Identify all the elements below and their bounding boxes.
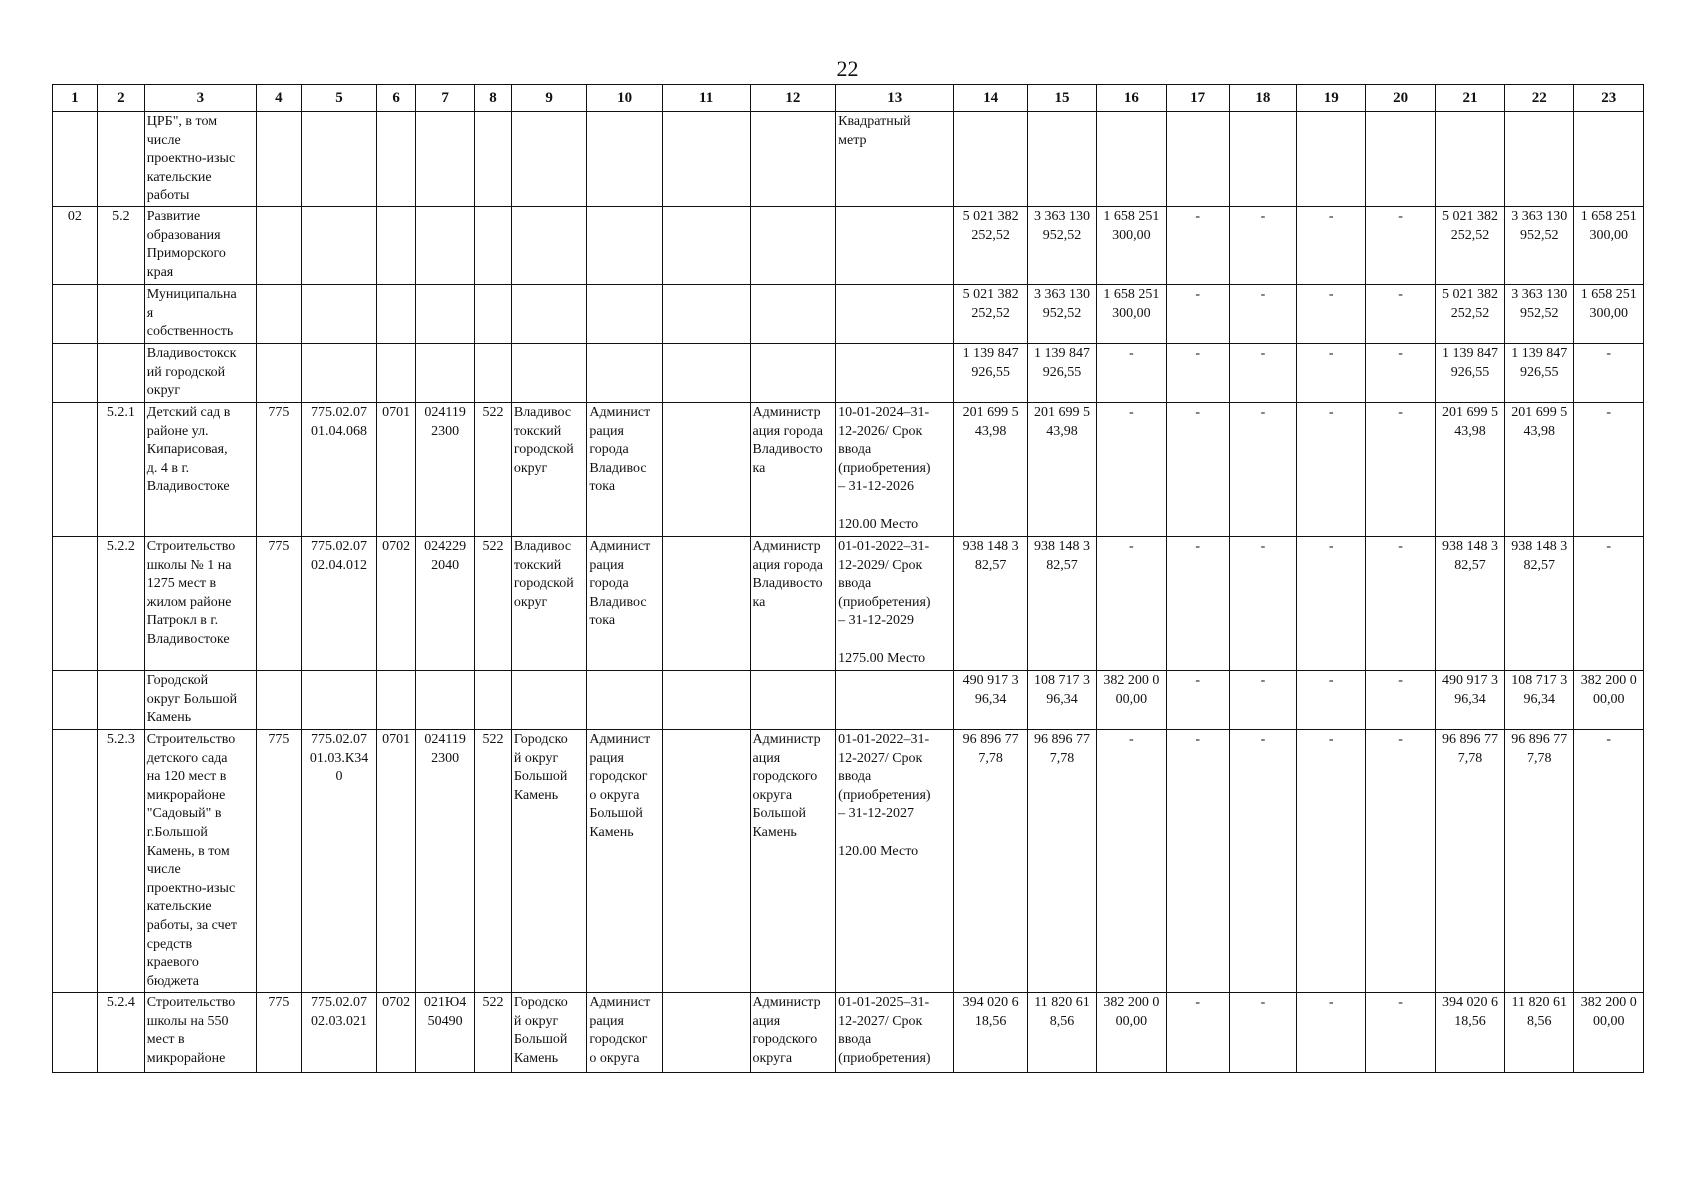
cell-col-11 <box>662 112 750 207</box>
cell-col-7: 024119 2300 <box>416 729 475 992</box>
cell-col-14: 201 699 5 43,98 <box>954 402 1027 536</box>
column-header-17: 17 <box>1166 85 1229 112</box>
cell-col-23: - <box>1574 729 1644 992</box>
cell-col-20: - <box>1366 992 1435 1072</box>
cell-col-22: 3 363 130 952,52 <box>1505 206 1574 284</box>
cell-col-10: Админист рация городског о округа Большой Камень <box>587 729 662 992</box>
cell-col-18: - <box>1229 206 1296 284</box>
cell-col-5 <box>301 343 376 402</box>
cell-col-3: Развитие образования Приморского края <box>144 206 256 284</box>
cell-col-4 <box>256 206 301 284</box>
cell-col-22: 108 717 3 96,34 <box>1505 670 1574 729</box>
cell-col-13: Квадратный метр <box>836 112 954 207</box>
table-row <box>53 992 1644 1072</box>
cell-col-15: 96 896 77 7,78 <box>1027 729 1096 992</box>
cell-col-12 <box>750 206 836 284</box>
cell-col-6 <box>377 670 416 729</box>
cell-col-16: 382 200 0 00,00 <box>1097 670 1166 729</box>
cell-col-19: - <box>1297 536 1366 670</box>
cell-col-22 <box>1505 112 1574 207</box>
cell-col-7: 021Ю4 50490 <box>416 992 475 1072</box>
cell-col-21: 490 917 3 96,34 <box>1435 670 1504 729</box>
cell-col-10 <box>587 112 662 207</box>
column-header-10: 10 <box>587 85 662 112</box>
cell-col-9 <box>511 284 586 343</box>
cell-col-16: - <box>1097 536 1166 670</box>
cell-col-11 <box>662 402 750 536</box>
cell-col-20 <box>1366 112 1435 207</box>
cell-col-7 <box>416 284 475 343</box>
cell-col-6 <box>377 112 416 207</box>
cell-col-8 <box>475 670 512 729</box>
cell-col-9 <box>511 112 586 207</box>
table-row <box>53 402 1644 536</box>
cell-col-16: - <box>1097 402 1166 536</box>
column-header-19: 19 <box>1297 85 1366 112</box>
cell-col-11 <box>662 536 750 670</box>
cell-col-8: 522 <box>475 992 512 1072</box>
cell-col-15: 938 148 3 82,57 <box>1027 536 1096 670</box>
cell-col-5: 775.02.07 01.03.К34 0 <box>301 729 376 992</box>
cell-col-21: 394 020 6 18,56 <box>1435 992 1504 1072</box>
cell-col-21: 96 896 77 7,78 <box>1435 729 1504 992</box>
cell-col-23: 1 658 251 300,00 <box>1574 206 1644 284</box>
cell-col-5: 775.02.07 02.04.012 <box>301 536 376 670</box>
column-header-11: 11 <box>662 85 750 112</box>
cell-col-5: 775.02.07 01.04.068 <box>301 402 376 536</box>
cell-col-22: 201 699 5 43,98 <box>1505 402 1574 536</box>
cell-col-14: 96 896 77 7,78 <box>954 729 1027 992</box>
cell-col-14 <box>954 112 1027 207</box>
table-row <box>53 284 1644 343</box>
cell-col-9 <box>511 670 586 729</box>
cell-col-4 <box>256 670 301 729</box>
column-header-12: 12 <box>750 85 836 112</box>
cell-col-13: 01-01-2022–31- 12-2029/ Срок ввода (приобретения) – 31-12-2029 1275.00 Место <box>836 536 954 670</box>
cell-col-2: 5.2.4 <box>97 992 144 1072</box>
cell-col-6: 0701 <box>377 729 416 992</box>
cell-col-18: - <box>1229 992 1296 1072</box>
cell-col-13 <box>836 670 954 729</box>
cell-col-9: Городско й округ Большой Камень <box>511 992 586 1072</box>
cell-col-4 <box>256 284 301 343</box>
cell-col-22: 11 820 61 8,56 <box>1505 992 1574 1072</box>
cell-col-19: - <box>1297 992 1366 1072</box>
cell-col-1 <box>53 112 98 207</box>
cell-col-2: 5.2.2 <box>97 536 144 670</box>
cell-col-7 <box>416 206 475 284</box>
column-header-14: 14 <box>954 85 1027 112</box>
cell-col-2 <box>97 343 144 402</box>
cell-col-7: 024229 2040 <box>416 536 475 670</box>
cell-col-1: 02 <box>53 206 98 284</box>
cell-col-17: - <box>1166 343 1229 402</box>
cell-col-1 <box>53 284 98 343</box>
cell-col-10: Админист рация города Владивос тока <box>587 402 662 536</box>
cell-col-19: - <box>1297 402 1366 536</box>
cell-col-15: 3 363 130 952,52 <box>1027 206 1096 284</box>
cell-col-8 <box>475 112 512 207</box>
cell-col-22: 938 148 3 82,57 <box>1505 536 1574 670</box>
cell-col-11 <box>662 729 750 992</box>
table-row <box>53 112 1644 207</box>
cell-col-4 <box>256 343 301 402</box>
cell-col-7 <box>416 343 475 402</box>
cell-col-5 <box>301 112 376 207</box>
cell-col-18: - <box>1229 670 1296 729</box>
cell-col-19: - <box>1297 343 1366 402</box>
cell-col-3: Строительство детского сада на 120 мест в микрорайоне "Садовый" в г.Большой Камень, в том числе проектно-изыс кательские работы, за счет средств краевого бюджета <box>144 729 256 992</box>
cell-col-6: 0701 <box>377 402 416 536</box>
cell-col-12 <box>750 112 836 207</box>
cell-col-15: 11 820 61 8,56 <box>1027 992 1096 1072</box>
column-header-8: 8 <box>475 85 512 112</box>
cell-col-8 <box>475 343 512 402</box>
cell-col-12: Администр ация городского округа Большой Камень <box>750 729 836 992</box>
cell-col-6 <box>377 206 416 284</box>
cell-col-22: 1 139 847 926,55 <box>1505 343 1574 402</box>
cell-col-11 <box>662 992 750 1072</box>
cell-col-23: 382 200 0 00,00 <box>1574 670 1644 729</box>
column-header-21: 21 <box>1435 85 1504 112</box>
table-row <box>53 343 1644 402</box>
cell-col-17: - <box>1166 670 1229 729</box>
column-header-15: 15 <box>1027 85 1096 112</box>
cell-col-15: 3 363 130 952,52 <box>1027 284 1096 343</box>
cell-col-9: Городско й округ Большой Камень <box>511 729 586 992</box>
cell-col-18 <box>1229 112 1296 207</box>
cell-col-2: 5.2 <box>97 206 144 284</box>
column-header-4: 4 <box>256 85 301 112</box>
column-header-7: 7 <box>416 85 475 112</box>
cell-col-13 <box>836 284 954 343</box>
cell-col-5 <box>301 284 376 343</box>
cell-col-11 <box>662 284 750 343</box>
cell-col-15 <box>1027 112 1096 207</box>
cell-col-6: 0702 <box>377 536 416 670</box>
cell-col-6 <box>377 343 416 402</box>
cell-col-15: 1 139 847 926,55 <box>1027 343 1096 402</box>
cell-col-12 <box>750 670 836 729</box>
cell-col-20: - <box>1366 284 1435 343</box>
table-row <box>53 670 1644 729</box>
cell-col-17: - <box>1166 284 1229 343</box>
cell-col-3: Строительство школы на 550 мест в микрорайоне <box>144 992 256 1072</box>
cell-col-19: - <box>1297 670 1366 729</box>
cell-col-17: - <box>1166 729 1229 992</box>
cell-col-14: 490 917 3 96,34 <box>954 670 1027 729</box>
cell-col-8: 522 <box>475 402 512 536</box>
cell-col-12: Администр ация города Владивосто ка <box>750 536 836 670</box>
cell-col-19: - <box>1297 284 1366 343</box>
cell-col-17: - <box>1166 536 1229 670</box>
cell-col-13: 01-01-2025–31- 12-2027/ Срок ввода (приобретения) <box>836 992 954 1072</box>
cell-col-9: Владивос токский городской округ <box>511 402 586 536</box>
cell-col-4: 775 <box>256 536 301 670</box>
cell-col-1 <box>53 992 98 1072</box>
cell-col-16: 382 200 0 00,00 <box>1097 992 1166 1072</box>
cell-col-3: Владивостокск ий городской округ <box>144 343 256 402</box>
cell-col-16: - <box>1097 729 1166 992</box>
column-header-18: 18 <box>1229 85 1296 112</box>
cell-col-3: ЦРБ", в том числе проектно-изыс кательские работы <box>144 112 256 207</box>
cell-col-21: 5 021 382 252,52 <box>1435 284 1504 343</box>
cell-col-12 <box>750 343 836 402</box>
column-header-1: 1 <box>53 85 98 112</box>
column-header-23: 23 <box>1574 85 1644 112</box>
cell-col-8: 522 <box>475 536 512 670</box>
cell-col-13: 10-01-2024–31- 12-2026/ Срок ввода (приобретения) – 31-12-2026 120.00 Место <box>836 402 954 536</box>
cell-col-22: 96 896 77 7,78 <box>1505 729 1574 992</box>
cell-col-16 <box>1097 112 1166 207</box>
cell-col-1 <box>53 729 98 992</box>
cell-col-10 <box>587 343 662 402</box>
cell-col-14: 5 021 382 252,52 <box>954 284 1027 343</box>
column-header-6: 6 <box>377 85 416 112</box>
cell-col-6 <box>377 284 416 343</box>
page-number: 22 <box>836 56 859 81</box>
column-header-22: 22 <box>1505 85 1574 112</box>
cell-col-4: 775 <box>256 729 301 992</box>
cell-col-20: - <box>1366 206 1435 284</box>
table-row <box>53 729 1644 992</box>
cell-col-8: 522 <box>475 729 512 992</box>
column-header-9: 9 <box>511 85 586 112</box>
cell-col-9: Владивос токский городской округ <box>511 536 586 670</box>
table-row <box>53 206 1644 284</box>
cell-col-1 <box>53 670 98 729</box>
cell-col-5 <box>301 206 376 284</box>
cell-col-13 <box>836 206 954 284</box>
cell-col-11 <box>662 670 750 729</box>
column-header-16: 16 <box>1097 85 1166 112</box>
cell-col-10: Админист рация города Владивос тока <box>587 536 662 670</box>
cell-col-5 <box>301 670 376 729</box>
cell-col-17: - <box>1166 402 1229 536</box>
cell-col-19: - <box>1297 206 1366 284</box>
cell-col-4 <box>256 112 301 207</box>
cell-col-10 <box>587 206 662 284</box>
cell-col-23: 382 200 0 00,00 <box>1574 992 1644 1072</box>
cell-col-21: 1 139 847 926,55 <box>1435 343 1504 402</box>
cell-col-12: Администр ация города Владивосто ка <box>750 402 836 536</box>
cell-col-3: Муниципальна я собственность <box>144 284 256 343</box>
cell-col-10 <box>587 670 662 729</box>
cell-col-11 <box>662 343 750 402</box>
cell-col-19 <box>1297 112 1366 207</box>
cell-col-4: 775 <box>256 992 301 1072</box>
column-header-2: 2 <box>97 85 144 112</box>
cell-col-8 <box>475 284 512 343</box>
cell-col-9 <box>511 206 586 284</box>
cell-col-20: - <box>1366 729 1435 992</box>
cell-col-1 <box>53 536 98 670</box>
cell-col-2 <box>97 112 144 207</box>
cell-col-18: - <box>1229 284 1296 343</box>
column-header-5: 5 <box>301 85 376 112</box>
table-row <box>53 536 1644 670</box>
cell-col-16: - <box>1097 343 1166 402</box>
cell-col-20: - <box>1366 402 1435 536</box>
cell-col-3: Детский сад в районе ул. Кипарисовая, д. 4 в г. Владивостоке <box>144 402 256 536</box>
cell-col-3: Городской округ Большой Камень <box>144 670 256 729</box>
cell-col-1 <box>53 343 98 402</box>
cell-col-18: - <box>1229 343 1296 402</box>
cell-col-6: 0702 <box>377 992 416 1072</box>
cell-col-22: 3 363 130 952,52 <box>1505 284 1574 343</box>
cell-col-21: 201 699 5 43,98 <box>1435 402 1504 536</box>
cell-col-12 <box>750 284 836 343</box>
cell-col-20: - <box>1366 343 1435 402</box>
cell-col-8 <box>475 206 512 284</box>
cell-col-2 <box>97 284 144 343</box>
column-header-20: 20 <box>1366 85 1435 112</box>
cell-col-23 <box>1574 112 1644 207</box>
cell-col-20: - <box>1366 536 1435 670</box>
cell-col-17: - <box>1166 992 1229 1072</box>
cell-col-23: - <box>1574 536 1644 670</box>
cell-col-3: Строительство школы № 1 на 1275 мест в жилом районе Патрокл в г. Владивостоке <box>144 536 256 670</box>
cell-col-9 <box>511 343 586 402</box>
column-header-13: 13 <box>836 85 954 112</box>
cell-col-7: 024119 2300 <box>416 402 475 536</box>
cell-col-14: 1 139 847 926,55 <box>954 343 1027 402</box>
cell-col-13 <box>836 343 954 402</box>
cell-col-14: 938 148 3 82,57 <box>954 536 1027 670</box>
cell-col-23: 1 658 251 300,00 <box>1574 284 1644 343</box>
cell-col-21: 5 021 382 252,52 <box>1435 206 1504 284</box>
cell-col-4: 775 <box>256 402 301 536</box>
cell-col-15: 108 717 3 96,34 <box>1027 670 1096 729</box>
cell-col-14: 5 021 382 252,52 <box>954 206 1027 284</box>
cell-col-16: 1 658 251 300,00 <box>1097 206 1166 284</box>
cell-col-2: 5.2.3 <box>97 729 144 992</box>
cell-col-1 <box>53 402 98 536</box>
cell-col-12: Администр ация городского округа <box>750 992 836 1072</box>
cell-col-20: - <box>1366 670 1435 729</box>
cell-col-11 <box>662 206 750 284</box>
cell-col-18: - <box>1229 536 1296 670</box>
cell-col-17 <box>1166 112 1229 207</box>
header-row <box>53 85 1644 112</box>
cell-col-19: - <box>1297 729 1366 992</box>
cell-col-16: 1 658 251 300,00 <box>1097 284 1166 343</box>
table-body <box>53 112 1644 1073</box>
cell-col-18: - <box>1229 729 1296 992</box>
cell-col-23: - <box>1574 402 1644 536</box>
cell-col-18: - <box>1229 402 1296 536</box>
cell-col-2 <box>97 670 144 729</box>
cell-col-21 <box>1435 112 1504 207</box>
cell-col-10 <box>587 284 662 343</box>
cell-col-23: - <box>1574 343 1644 402</box>
cell-col-5: 775.02.07 02.03.021 <box>301 992 376 1072</box>
cell-col-7 <box>416 112 475 207</box>
cell-col-10: Админист рация городског о округа <box>587 992 662 1072</box>
cell-col-2: 5.2.1 <box>97 402 144 536</box>
budget-table <box>52 84 1644 1073</box>
cell-col-13: 01-01-2022–31- 12-2027/ Срок ввода (приобретения) – 31-12-2027 120.00 Место <box>836 729 954 992</box>
cell-col-17: - <box>1166 206 1229 284</box>
cell-col-14: 394 020 6 18,56 <box>954 992 1027 1072</box>
column-header-3: 3 <box>144 85 256 112</box>
cell-col-7 <box>416 670 475 729</box>
cell-col-15: 201 699 5 43,98 <box>1027 402 1096 536</box>
cell-col-21: 938 148 3 82,57 <box>1435 536 1504 670</box>
